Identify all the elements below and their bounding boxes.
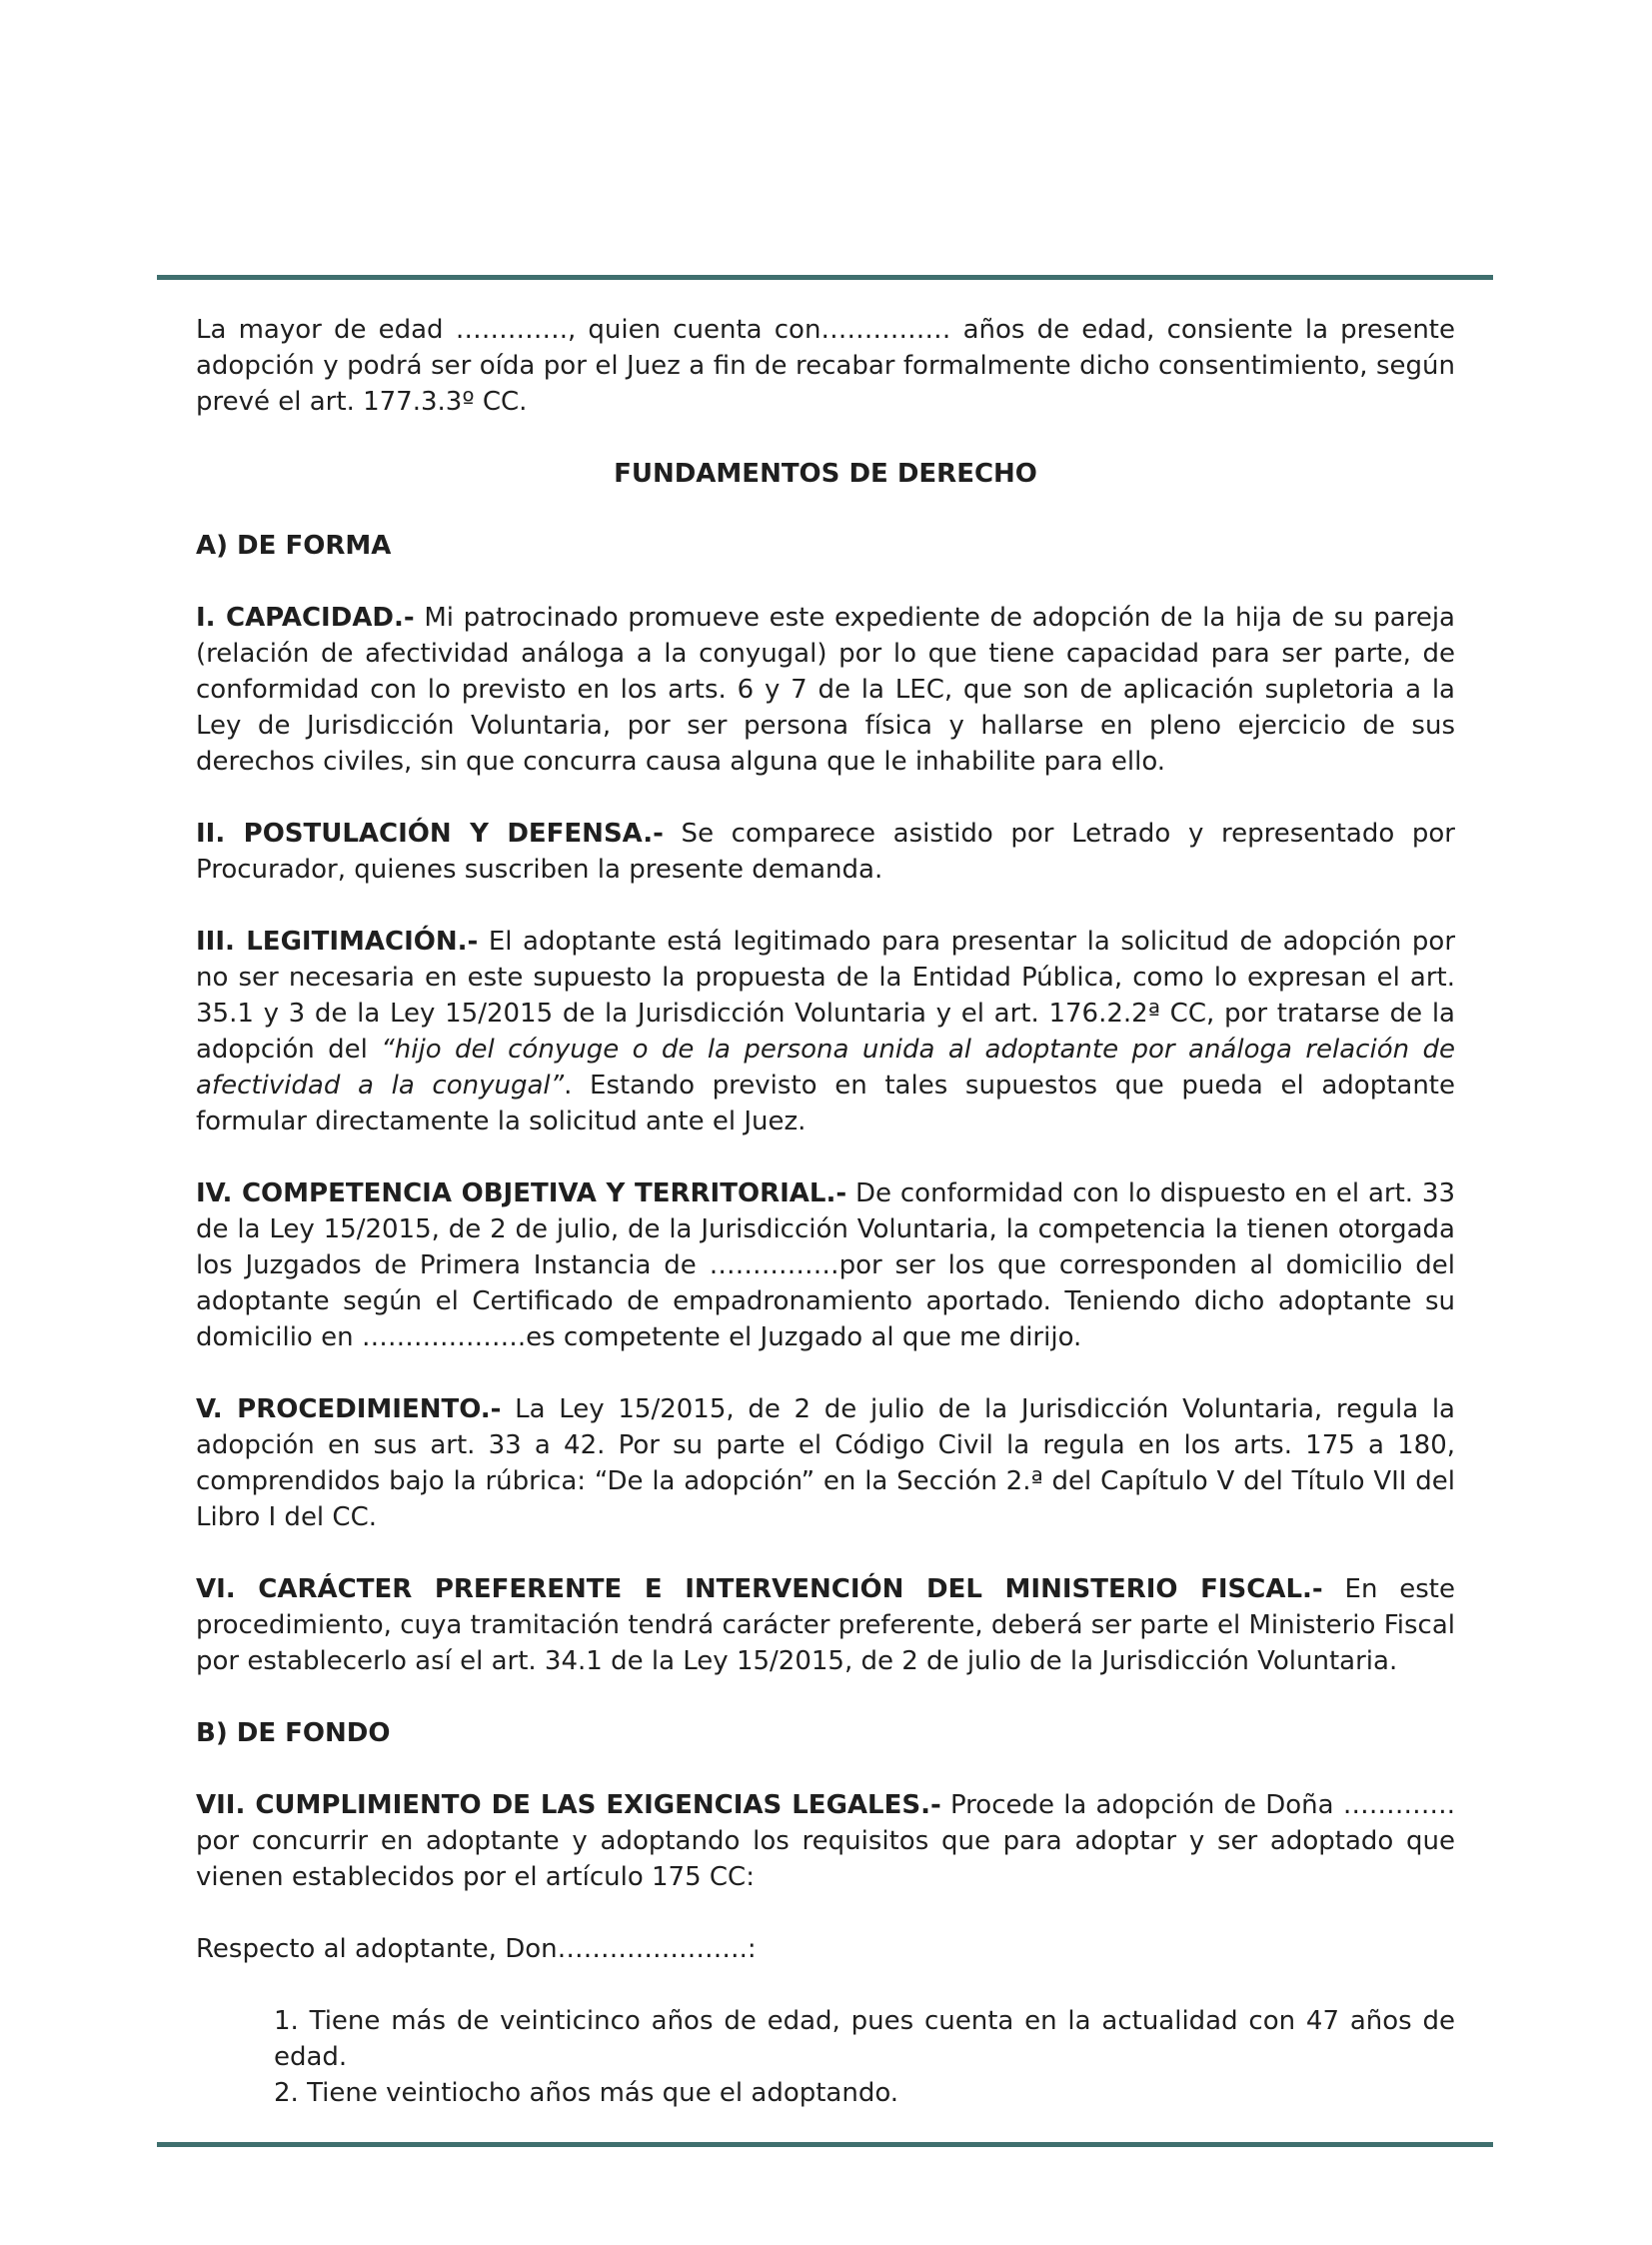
intro-paragraph: La mayor de edad …………., quien cuenta con…………… años de edad, consiente la presente adopción y podrá ser oída por el Juez a fin de recabar formalmente dicho consentimiento, según prevé el art. 177.3.3º CC. bbox=[196, 315, 1455, 417]
top-rule bbox=[157, 275, 1493, 280]
respecto-adoptante: Respecto al adoptante, Don………………….: bbox=[196, 1934, 757, 1964]
paragraph-label: V. PROCEDIMIENTO.- bbox=[196, 1394, 502, 1424]
paragraph-label: II. POSTULACIÓN Y DEFENSA.- bbox=[196, 819, 664, 849]
paragraph-capacidad bbox=[196, 600, 1455, 780]
paragraph-quote: “hijo del cónyuge o de la persona unida al adoptante por análoga relación de afectividad a la conyugal” bbox=[196, 1035, 1455, 1101]
section-b-heading: B) DE FONDO bbox=[196, 1718, 391, 1748]
list-item: 2. Tiene veintiocho años más que el adoptando. bbox=[274, 2078, 899, 2108]
paragraph-label: VI. CARÁCTER PREFERENTE E INTERVENCIÓN DEL MINISTERIO FISCAL.- bbox=[196, 1574, 1323, 1604]
section-a-heading: A) DE FORMA bbox=[196, 531, 392, 561]
paragraph-text: En este procedimiento, cuya tramitación tendrá carácter preferente, deberá ser parte el Ministerio Fiscal por establecerlo así el art. 34.1 de la Ley 15/2015, de 2 de julio de la Jurisdicción Voluntaria. bbox=[196, 1574, 1455, 1676]
paragraph-text: Procede la adopción de Doña …………. por concurrir en adoptante y adoptando los requisitos que para adoptar y ser adoptado que vienen establecidos por el artículo 175 CC: bbox=[196, 1790, 1456, 1892]
paragraph-cumplimiento bbox=[196, 1787, 1455, 1895]
paragraph-text: Mi patrocinado promueve este expediente de adopción de la hija de su pareja (relación de afectividad análoga a la conyugal) por lo que tiene capacidad para ser parte, de conformidad con lo previsto en los arts. 6 y 7 de la LEC, que son de aplicación supletoria a la Ley de Jurisdicción Voluntaria, por ser persona física y hallarse en pleno ejercicio de sus derechos civiles, sin que concurra causa alguna que le inhabilite para ello. bbox=[196, 603, 1455, 777]
list-item: 1. Tiene más de veinticinco años de edad, pues cuenta en la actualidad con 47 años de edad. bbox=[274, 2006, 1455, 2072]
paragraph-text: Se comparece asistido por Letrado y representado por Procurador, quienes suscriben la presente demanda. bbox=[196, 819, 1455, 885]
section-title: FUNDAMENTOS DE DERECHO bbox=[614, 459, 1037, 489]
requirements-list bbox=[196, 2003, 1455, 2111]
paragraph-text: El adoptante está legitimado para presentar la solicitud de adopción por no ser necesaria en este supuesto la propuesta de la Entidad Pública, como lo expresan el art. 35.1 y 3 de la Ley 15/2015 de la Jurisdicción Voluntaria y el art. 176.2.2ª CC, por tratarse de la adopción del bbox=[196, 927, 1456, 1065]
paragraph-legitimacion bbox=[196, 924, 1455, 1139]
paragraph-label: IV. COMPETENCIA OBJETIVA Y TERRITORIAL.- bbox=[196, 1178, 847, 1208]
paragraph-label: III. LEGITIMACIÓN.- bbox=[196, 927, 479, 957]
document-body bbox=[196, 312, 1455, 2111]
paragraph-text: . Estando previsto en tales supuestos que pueda el adoptante formular directamente la solicitud ante el Juez. bbox=[196, 1071, 1455, 1136]
paragraph-postulacion bbox=[196, 816, 1455, 888]
paragraph-text: De conformidad con lo dispuesto en el art. 33 de la Ley 15/2015, de 2 de julio, de la Jurisdicción Voluntaria, la competencia la tienen otorgada los Juzgados de Primera Instancia de ……………por ser los que corresponden al domicilio del adoptante según el Certificado de empadronamiento aportado. Teniendo dicho adoptante su domicilio en ……………….es competente el Juzgado al que me dirijo. bbox=[196, 1178, 1455, 1352]
paragraph-procedimiento bbox=[196, 1391, 1455, 1535]
paragraph-label: VII. CUMPLIMIENTO DE LAS EXIGENCIAS LEGALES.- bbox=[196, 1790, 941, 1820]
paragraph-label: I. CAPACIDAD.- bbox=[196, 603, 415, 633]
paragraph-caracter-preferente bbox=[196, 1571, 1455, 1679]
paragraph-competencia bbox=[196, 1175, 1455, 1355]
bottom-rule bbox=[157, 2142, 1493, 2147]
paragraph-text: La Ley 15/2015, de 2 de julio de la Jurisdicción Voluntaria, regula la adopción en sus art. 33 a 42. Por su parte el Código Civil la regula en los arts. 175 a 180, comprendidos bajo la rúbrica: “De la adopción” en la Sección 2.ª del Capítulo V del Título VII del Libro I del CC. bbox=[196, 1394, 1455, 1532]
